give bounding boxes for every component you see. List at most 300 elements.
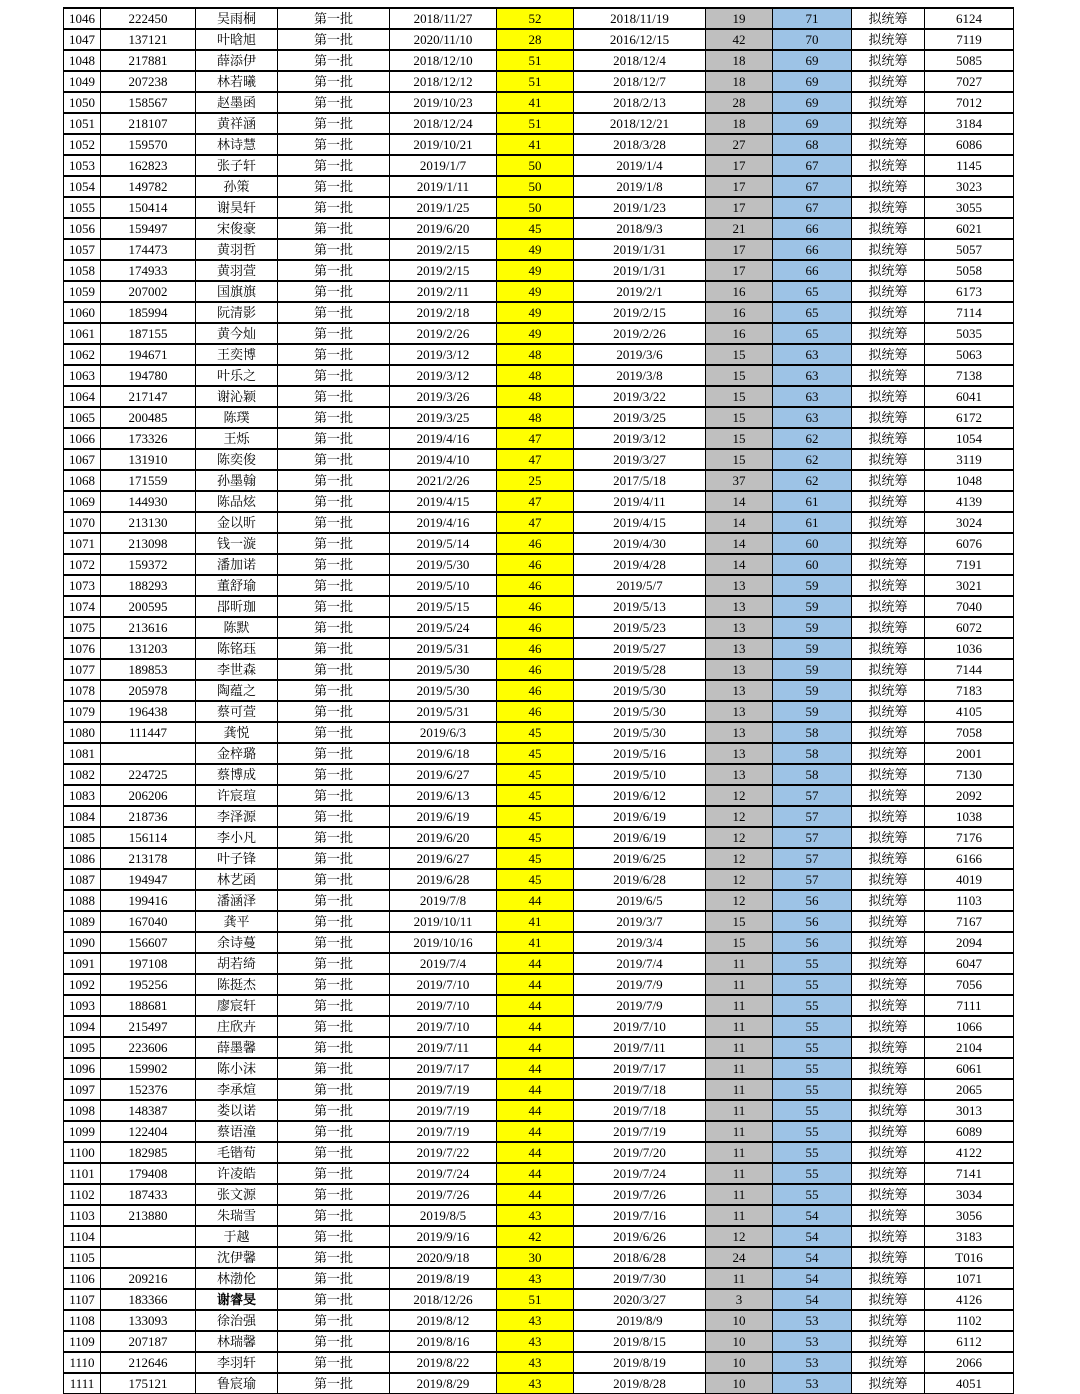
cell-batch: 第一批 — [278, 1352, 390, 1373]
cell-date2: 2018/12/7 — [574, 71, 706, 92]
cell-name: 郘昕珈 — [196, 596, 278, 617]
cell-date2: 2019/7/17 — [574, 1058, 706, 1079]
cell-value1: 52 — [497, 8, 574, 29]
cell-batch: 第一批 — [278, 386, 390, 407]
cell-value1: 48 — [497, 386, 574, 407]
cell-value3: 55 — [773, 1037, 852, 1058]
cell-value2: 11 — [706, 995, 773, 1016]
cell-batch: 第一批 — [278, 1226, 390, 1247]
cell-value3: 58 — [773, 764, 852, 785]
cell-date1: 2019/8/5 — [390, 1205, 497, 1226]
cell-status: 拟统筹 — [852, 596, 925, 617]
cell-batch: 第一批 — [278, 1331, 390, 1352]
cell-id: 122404 — [101, 1121, 196, 1142]
cell-value2: 42 — [706, 29, 773, 50]
cell-batch: 第一批 — [278, 365, 390, 386]
cell-name: 陈默 — [196, 617, 278, 638]
cell-date1: 2018/11/27 — [390, 8, 497, 29]
table-row — [64, 1226, 1014, 1247]
cell-value3: 61 — [773, 491, 852, 512]
table-row — [64, 1289, 1014, 1310]
cell-value1: 44 — [497, 995, 574, 1016]
cell-seq: 1107 — [64, 1289, 101, 1310]
cell-code: 3184 — [925, 113, 1014, 134]
cell-name: 叶乐之 — [196, 365, 278, 386]
cell-status: 拟统筹 — [852, 869, 925, 890]
cell-id — [101, 1226, 196, 1247]
cell-value3: 69 — [773, 113, 852, 134]
cell-code: 6076 — [925, 533, 1014, 554]
cell-id: 213178 — [101, 848, 196, 869]
cell-id: 217147 — [101, 386, 196, 407]
cell-name: 胡若绮 — [196, 953, 278, 974]
cell-seq: 1055 — [64, 197, 101, 218]
cell-seq: 1053 — [64, 155, 101, 176]
cell-name: 宋俊豪 — [196, 218, 278, 239]
table-row — [64, 428, 1014, 449]
cell-id: 179408 — [101, 1163, 196, 1184]
cell-name: 于越 — [196, 1226, 278, 1247]
cell-value3: 57 — [773, 806, 852, 827]
cell-name: 黄祥涵 — [196, 113, 278, 134]
table-row — [64, 1373, 1014, 1394]
table-row — [64, 218, 1014, 239]
table-row — [64, 932, 1014, 953]
cell-batch: 第一批 — [278, 1205, 390, 1226]
cell-date1: 2019/10/23 — [390, 92, 497, 113]
cell-value2: 11 — [706, 1184, 773, 1205]
cell-value1: 50 — [497, 176, 574, 197]
cell-date1: 2019/7/10 — [390, 995, 497, 1016]
cell-value3: 55 — [773, 1058, 852, 1079]
table-row — [64, 722, 1014, 743]
cell-status: 拟统筹 — [852, 218, 925, 239]
cell-value3: 63 — [773, 386, 852, 407]
cell-id: 217881 — [101, 50, 196, 71]
cell-value2: 27 — [706, 134, 773, 155]
cell-value3: 53 — [773, 1373, 852, 1394]
cell-name: 张子轩 — [196, 155, 278, 176]
cell-id: 182985 — [101, 1142, 196, 1163]
cell-date2: 2019/4/15 — [574, 512, 706, 533]
cell-date1: 2019/8/12 — [390, 1310, 497, 1331]
cell-value1: 49 — [497, 260, 574, 281]
cell-batch: 第一批 — [278, 176, 390, 197]
cell-date1: 2019/5/14 — [390, 533, 497, 554]
cell-batch: 第一批 — [278, 1100, 390, 1121]
cell-value2: 11 — [706, 974, 773, 995]
table-row — [64, 29, 1014, 50]
cell-name: 陈奕俊 — [196, 449, 278, 470]
cell-value2: 13 — [706, 659, 773, 680]
cell-date1: 2019/1/7 — [390, 155, 497, 176]
cell-name: 谢睿旻 — [196, 1289, 278, 1310]
cell-seq: 1080 — [64, 722, 101, 743]
cell-id: 215497 — [101, 1016, 196, 1037]
cell-date1: 2019/9/16 — [390, 1226, 497, 1247]
cell-value1: 43 — [497, 1352, 574, 1373]
cell-date2: 2019/7/16 — [574, 1205, 706, 1226]
cell-value3: 69 — [773, 92, 852, 113]
cell-name: 陈挺杰 — [196, 974, 278, 995]
cell-id: 150414 — [101, 197, 196, 218]
cell-seq: 1066 — [64, 428, 101, 449]
cell-date2: 2019/3/7 — [574, 911, 706, 932]
cell-batch: 第一批 — [278, 995, 390, 1016]
cell-seq: 1083 — [64, 785, 101, 806]
cell-id: 213130 — [101, 512, 196, 533]
cell-date1: 2019/3/25 — [390, 407, 497, 428]
cell-date1: 2019/2/15 — [390, 239, 497, 260]
cell-id: 131203 — [101, 638, 196, 659]
cell-status: 拟统筹 — [852, 239, 925, 260]
cell-batch: 第一批 — [278, 722, 390, 743]
cell-value1: 51 — [497, 113, 574, 134]
cell-seq: 1085 — [64, 827, 101, 848]
cell-date2: 2019/1/4 — [574, 155, 706, 176]
cell-value1: 44 — [497, 953, 574, 974]
cell-value2: 18 — [706, 50, 773, 71]
table-row — [64, 92, 1014, 113]
cell-value1: 41 — [497, 134, 574, 155]
cell-batch: 第一批 — [278, 596, 390, 617]
cell-value2: 11 — [706, 1100, 773, 1121]
cell-batch: 第一批 — [278, 134, 390, 155]
cell-name: 蔡语潼 — [196, 1121, 278, 1142]
cell-seq: 1077 — [64, 659, 101, 680]
cell-name: 徐治强 — [196, 1310, 278, 1331]
cell-value3: 59 — [773, 617, 852, 638]
cell-date1: 2019/1/25 — [390, 197, 497, 218]
cell-batch: 第一批 — [278, 197, 390, 218]
cell-id: 171559 — [101, 470, 196, 491]
cell-value3: 59 — [773, 680, 852, 701]
cell-value2: 13 — [706, 596, 773, 617]
cell-value1: 45 — [497, 743, 574, 764]
cell-id: 148387 — [101, 1100, 196, 1121]
cell-value3: 58 — [773, 722, 852, 743]
cell-name: 龚平 — [196, 911, 278, 932]
cell-seq: 1100 — [64, 1142, 101, 1163]
cell-value3: 54 — [773, 1289, 852, 1310]
cell-value3: 66 — [773, 218, 852, 239]
table-row — [64, 974, 1014, 995]
cell-batch: 第一批 — [278, 1016, 390, 1037]
cell-value2: 11 — [706, 1037, 773, 1058]
cell-value2: 13 — [706, 617, 773, 638]
cell-status: 拟统筹 — [852, 1352, 925, 1373]
cell-date1: 2019/5/24 — [390, 617, 497, 638]
cell-value2: 14 — [706, 512, 773, 533]
cell-value2: 11 — [706, 1079, 773, 1100]
cell-id: 174473 — [101, 239, 196, 260]
cell-id: 156607 — [101, 932, 196, 953]
cell-code: 1145 — [925, 155, 1014, 176]
cell-value2: 15 — [706, 932, 773, 953]
table-row — [64, 176, 1014, 197]
cell-id: 174933 — [101, 260, 196, 281]
cell-value3: 53 — [773, 1352, 852, 1373]
cell-value1: 42 — [497, 1226, 574, 1247]
cell-value3: 59 — [773, 701, 852, 722]
cell-value3: 62 — [773, 449, 852, 470]
table-row — [64, 533, 1014, 554]
cell-name: 国旗旗 — [196, 281, 278, 302]
cell-status: 拟统筹 — [852, 1226, 925, 1247]
cell-value2: 15 — [706, 911, 773, 932]
cell-seq: 1070 — [64, 512, 101, 533]
cell-status: 拟统筹 — [852, 1079, 925, 1100]
cell-name: 林艺函 — [196, 869, 278, 890]
cell-code: 1038 — [925, 806, 1014, 827]
cell-name: 许凌皓 — [196, 1163, 278, 1184]
cell-date2: 2019/3/12 — [574, 428, 706, 449]
cell-date2: 2019/7/19 — [574, 1121, 706, 1142]
cell-code: 6086 — [925, 134, 1014, 155]
cell-seq: 1094 — [64, 1016, 101, 1037]
cell-date2: 2019/7/26 — [574, 1184, 706, 1205]
cell-seq: 1105 — [64, 1247, 101, 1268]
cell-date1: 2019/7/22 — [390, 1142, 497, 1163]
cell-status: 拟统筹 — [852, 491, 925, 512]
cell-seq: 1062 — [64, 344, 101, 365]
cell-status: 拟统筹 — [852, 155, 925, 176]
cell-status: 拟统筹 — [852, 386, 925, 407]
cell-id: 149782 — [101, 176, 196, 197]
cell-code: 7144 — [925, 659, 1014, 680]
cell-value2: 12 — [706, 890, 773, 911]
cell-status: 拟统筹 — [852, 1142, 925, 1163]
cell-id — [101, 1247, 196, 1268]
cell-seq: 1102 — [64, 1184, 101, 1205]
cell-batch: 第一批 — [278, 1184, 390, 1205]
cell-name: 许宸瑄 — [196, 785, 278, 806]
cell-code: 5058 — [925, 260, 1014, 281]
cell-date2: 2019/8/15 — [574, 1331, 706, 1352]
cell-date2: 2019/2/26 — [574, 323, 706, 344]
cell-value3: 69 — [773, 50, 852, 71]
cell-date2: 2019/4/30 — [574, 533, 706, 554]
cell-name: 陈铭珏 — [196, 638, 278, 659]
table-row — [64, 8, 1014, 29]
cell-value1: 49 — [497, 281, 574, 302]
cell-date1: 2019/5/30 — [390, 680, 497, 701]
cell-name: 薛添伊 — [196, 50, 278, 71]
cell-batch: 第一批 — [278, 344, 390, 365]
table-row — [64, 512, 1014, 533]
cell-batch: 第一批 — [278, 260, 390, 281]
cell-code: 7058 — [925, 722, 1014, 743]
cell-seq: 1109 — [64, 1331, 101, 1352]
cell-value2: 13 — [706, 701, 773, 722]
cell-name: 黄羽哲 — [196, 239, 278, 260]
cell-batch: 第一批 — [278, 407, 390, 428]
table-row — [64, 365, 1014, 386]
cell-date2: 2019/1/8 — [574, 176, 706, 197]
table-row — [64, 1142, 1014, 1163]
cell-id: 195256 — [101, 974, 196, 995]
cell-status: 拟统筹 — [852, 176, 925, 197]
cell-batch: 第一批 — [278, 617, 390, 638]
cell-date1: 2019/2/18 — [390, 302, 497, 323]
cell-status: 拟统筹 — [852, 932, 925, 953]
cell-date1: 2019/5/10 — [390, 575, 497, 596]
cell-date2: 2019/3/8 — [574, 365, 706, 386]
cell-date2: 2019/2/1 — [574, 281, 706, 302]
table-body — [64, 8, 1014, 1394]
cell-code: 4051 — [925, 1373, 1014, 1394]
cell-id: 200595 — [101, 596, 196, 617]
cell-value2: 11 — [706, 1268, 773, 1289]
table-row — [64, 197, 1014, 218]
cell-value3: 55 — [773, 995, 852, 1016]
cell-code: 6166 — [925, 848, 1014, 869]
cell-status: 拟统筹 — [852, 365, 925, 386]
cell-name: 潘加诺 — [196, 554, 278, 575]
cell-batch: 第一批 — [278, 302, 390, 323]
cell-code: 7141 — [925, 1163, 1014, 1184]
cell-date2: 2019/5/27 — [574, 638, 706, 659]
table-row — [64, 596, 1014, 617]
cell-value2: 17 — [706, 176, 773, 197]
cell-date2: 2019/7/30 — [574, 1268, 706, 1289]
table-row — [64, 1121, 1014, 1142]
cell-id: 187155 — [101, 323, 196, 344]
cell-seq: 1096 — [64, 1058, 101, 1079]
cell-date1: 2019/5/15 — [390, 596, 497, 617]
cell-value1: 45 — [497, 764, 574, 785]
cell-date1: 2019/6/20 — [390, 218, 497, 239]
cell-date1: 2019/6/13 — [390, 785, 497, 806]
cell-status: 拟统筹 — [852, 953, 925, 974]
cell-value2: 10 — [706, 1331, 773, 1352]
cell-code: 7111 — [925, 995, 1014, 1016]
cell-id: 159902 — [101, 1058, 196, 1079]
cell-id: 158567 — [101, 92, 196, 113]
cell-value2: 12 — [706, 827, 773, 848]
cell-date2: 2019/5/13 — [574, 596, 706, 617]
cell-value1: 50 — [497, 155, 574, 176]
cell-id: 209216 — [101, 1268, 196, 1289]
cell-code: 3119 — [925, 449, 1014, 470]
cell-date2: 2019/3/22 — [574, 386, 706, 407]
cell-value3: 59 — [773, 575, 852, 596]
cell-batch: 第一批 — [278, 113, 390, 134]
cell-batch: 第一批 — [278, 1037, 390, 1058]
cell-value3: 55 — [773, 1184, 852, 1205]
table-row — [64, 743, 1014, 764]
cell-date2: 2018/2/13 — [574, 92, 706, 113]
cell-name: 蔡可萱 — [196, 701, 278, 722]
cell-id: 152376 — [101, 1079, 196, 1100]
cell-date2: 2019/3/4 — [574, 932, 706, 953]
cell-value1: 47 — [497, 428, 574, 449]
cell-date1: 2019/3/12 — [390, 365, 497, 386]
cell-date2: 2019/5/30 — [574, 701, 706, 722]
cell-value2: 12 — [706, 869, 773, 890]
cell-batch: 第一批 — [278, 155, 390, 176]
table-row — [64, 239, 1014, 260]
cell-value2: 37 — [706, 470, 773, 491]
cell-id: 175121 — [101, 1373, 196, 1394]
cell-value3: 62 — [773, 470, 852, 491]
cell-seq: 1095 — [64, 1037, 101, 1058]
cell-seq: 1089 — [64, 911, 101, 932]
cell-value3: 68 — [773, 134, 852, 155]
table-row — [64, 491, 1014, 512]
cell-value3: 54 — [773, 1247, 852, 1268]
cell-batch: 第一批 — [278, 659, 390, 680]
cell-value2: 17 — [706, 260, 773, 281]
cell-code: 6072 — [925, 617, 1014, 638]
cell-date1: 2019/7/19 — [390, 1121, 497, 1142]
cell-batch: 第一批 — [278, 638, 390, 659]
cell-batch: 第一批 — [278, 701, 390, 722]
cell-status: 拟统筹 — [852, 8, 925, 29]
cell-date1: 2019/4/10 — [390, 449, 497, 470]
cell-batch: 第一批 — [278, 806, 390, 827]
cell-code: 3013 — [925, 1100, 1014, 1121]
cell-seq: 1081 — [64, 743, 101, 764]
cell-value2: 15 — [706, 365, 773, 386]
cell-name: 林瑞馨 — [196, 1331, 278, 1352]
cell-date1: 2019/10/21 — [390, 134, 497, 155]
cell-value1: 50 — [497, 197, 574, 218]
cell-date2: 2019/7/18 — [574, 1100, 706, 1121]
cell-value3: 67 — [773, 176, 852, 197]
cell-name: 李小凡 — [196, 827, 278, 848]
cell-seq: 1072 — [64, 554, 101, 575]
table-row — [64, 995, 1014, 1016]
cell-value2: 3 — [706, 1289, 773, 1310]
cell-date2: 2019/5/30 — [574, 680, 706, 701]
cell-date1: 2019/2/11 — [390, 281, 497, 302]
cell-value1: 46 — [497, 638, 574, 659]
cell-date1: 2019/4/16 — [390, 428, 497, 449]
cell-date2: 2019/5/23 — [574, 617, 706, 638]
cell-value3: 56 — [773, 911, 852, 932]
cell-code: 5085 — [925, 50, 1014, 71]
cell-seq: 1069 — [64, 491, 101, 512]
cell-value2: 17 — [706, 197, 773, 218]
cell-code: 1103 — [925, 890, 1014, 911]
cell-id: 111447 — [101, 722, 196, 743]
cell-name: 黄羽萱 — [196, 260, 278, 281]
cell-code: 6041 — [925, 386, 1014, 407]
cell-seq: 1058 — [64, 260, 101, 281]
cell-status: 拟统筹 — [852, 554, 925, 575]
cell-code: 7138 — [925, 365, 1014, 386]
cell-value2: 19 — [706, 8, 773, 29]
cell-date1: 2019/3/12 — [390, 344, 497, 365]
cell-code: 4126 — [925, 1289, 1014, 1310]
table-row — [64, 1310, 1014, 1331]
cell-name: 孙策 — [196, 176, 278, 197]
cell-id: 213616 — [101, 617, 196, 638]
cell-value2: 12 — [706, 785, 773, 806]
cell-status: 拟统筹 — [852, 260, 925, 281]
cell-batch: 第一批 — [278, 323, 390, 344]
cell-date1: 2019/8/19 — [390, 1268, 497, 1289]
cell-batch: 第一批 — [278, 1163, 390, 1184]
cell-date1: 2019/6/27 — [390, 764, 497, 785]
cell-id: 189853 — [101, 659, 196, 680]
cell-value3: 66 — [773, 239, 852, 260]
cell-value3: 55 — [773, 1100, 852, 1121]
cell-value2: 12 — [706, 806, 773, 827]
cell-date1: 2021/2/26 — [390, 470, 497, 491]
cell-seq: 1051 — [64, 113, 101, 134]
